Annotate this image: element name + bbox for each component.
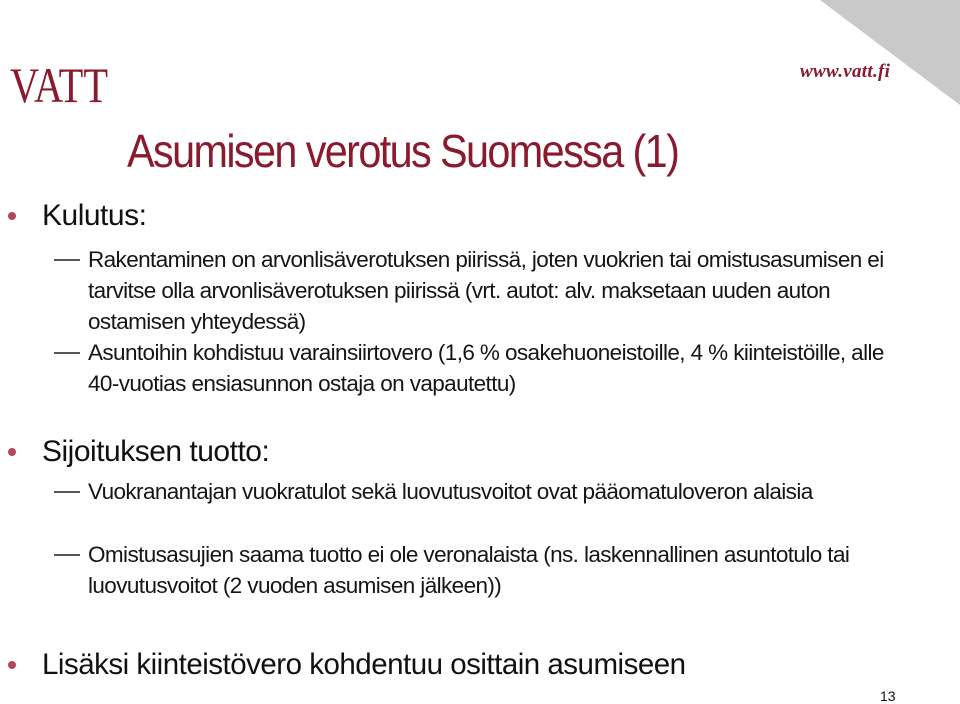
bullet-dot <box>8 661 16 669</box>
corner-decoration <box>820 0 960 105</box>
slide-title: Asumisen verotus Suomessa (1) <box>127 125 679 177</box>
dash-marker <box>54 259 80 261</box>
dash-marker <box>54 491 80 493</box>
dash-marker <box>54 352 80 354</box>
svg-text:VATT: VATT <box>10 57 108 113</box>
site-url[interactable]: www.vatt.fi <box>800 61 891 82</box>
bullet-label: Kulutus: <box>42 199 147 232</box>
sub-bullet-text: Rakentaminen on arvonlisäverotuksen piirissä, joten vuokrien tai omistusasumisen ei tarvitse olla arvonlisäverotuksen piirissä (vrt. autot: alv. maksetaan uuden auton ostamisen yhteydessä) <box>88 247 884 334</box>
dash-marker <box>54 554 80 556</box>
sub-bullet-text: Asuntoihin kohdistuu varainsiirtovero (1,6 % osakehuoneistoille, 4 % kiinteistöille, alle 40-vuotias ensiasunnon ostaja on vapautettu) <box>88 340 884 396</box>
bullet-dot <box>8 448 16 456</box>
bullet-dot <box>8 212 16 220</box>
sub-bullet-text: Vuokranantajan vuokratulot sekä luovutusvoitot ovat pääomatuloveron alaisia <box>88 479 813 504</box>
bullet-label: Sijoituksen tuotto: <box>42 435 270 468</box>
sub-bullet-text: Omistusasujien saama tuotto ei ole veronalaista (ns. laskennallinen asuntotulo tai luovutusvoitot (2 vuoden asumisen jälkeen)) <box>88 542 850 598</box>
bullet-label: Lisäksi kiinteistövero kohdentuu osittain asumiseen <box>42 648 686 681</box>
page-number: 13 <box>880 688 896 704</box>
vatt-logo <box>10 57 110 113</box>
